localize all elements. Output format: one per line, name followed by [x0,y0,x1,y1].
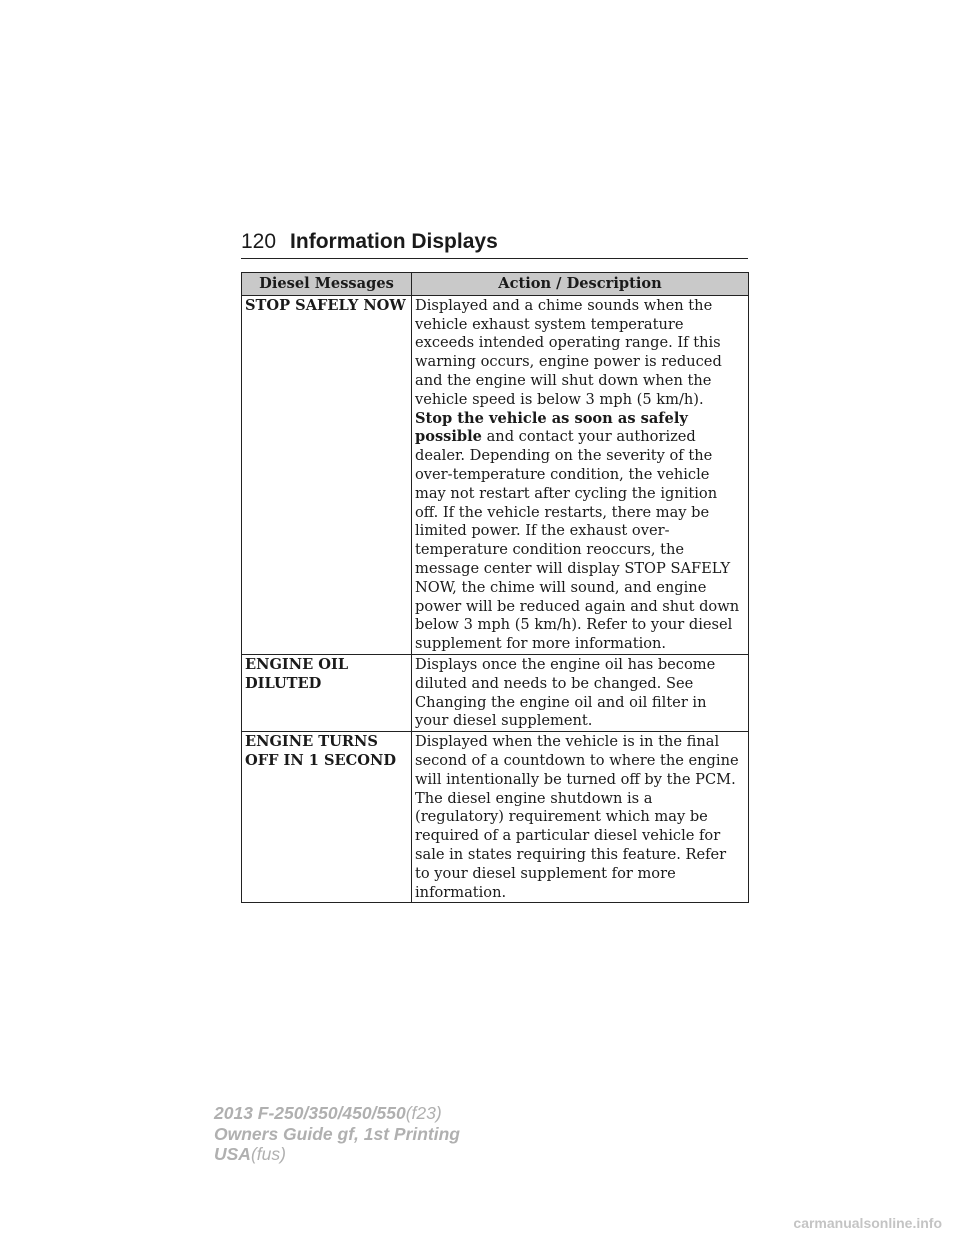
footer-market: USA [214,1144,251,1164]
footer-model: 2013 F-250/350/450/550 [214,1103,406,1123]
message-description: Displayed when the vehicle is in the final second of a countdown to where the engine will intentionally be turned off by the PCM. The diesel engine shutdown is a (regulatory) requirement which may be required of a particular diesel vehicle for sale in states requiring this feature. Refer to your diesel supplement for more information. [412,732,749,903]
footer-line [214,1103,460,1124]
message-description [412,295,749,654]
column-header-messages: Diesel Messages [242,273,412,296]
table-row [242,732,749,903]
footer-line [214,1124,460,1145]
diesel-messages-table [241,272,749,903]
message-name-line: DILUTED [245,674,322,692]
message-name-line: OFF IN 1 SECOND [245,751,396,769]
description-text: Displayed and a chime sounds when the vehicle exhaust system temperature exceeds intended operating range. If this warning occurs, engine power is reduced and the engine will shut down when the vehicle speed is below 3 mph (5 km/h). [415,296,722,408]
message-name-line: ENGINE OIL [245,655,349,673]
page-header [241,228,748,259]
message-name [242,732,412,903]
footer-code: (f23) [405,1103,442,1123]
footer-edition: Owners Guide gf, 1st Printing [214,1123,460,1144]
column-header-description: Action / Description [412,273,749,296]
description-warning: Stop the vehicle as soon as safely possible [415,409,688,446]
message-name: STOP SAFELY NOW [242,295,412,654]
table-header-row [242,273,749,296]
print-footer [214,1103,460,1165]
watermark: carmanualsonline.info [793,1215,942,1231]
table-row [242,295,749,654]
description-text: and contact your authorized dealer. Depending on the severity of the over-temperature condition, the vehicle may not restart after cycling the ignition off. If the vehicle restarts, there may be limited power. If the exhaust over-temperature condition reoccurs, the message center will display STOP SAFELY NOW, the chime will sound, and engine power will be reduced again and shut down below 3 mph (5 km/h). Refer to your diesel supplement for more information. [415,428,740,653]
page-number: 120 [241,230,277,253]
section-title: Information Displays [290,230,498,253]
message-description: Displays once the engine oil has become diluted and needs to be changed. See Changing the engine oil and oil filter in your diesel supplement. [412,654,749,731]
footer-line [214,1144,460,1165]
footer-market-code: (fus) [250,1144,286,1164]
table-row [242,654,749,731]
message-name-line: ENGINE TURNS [245,733,378,751]
message-name [242,654,412,731]
